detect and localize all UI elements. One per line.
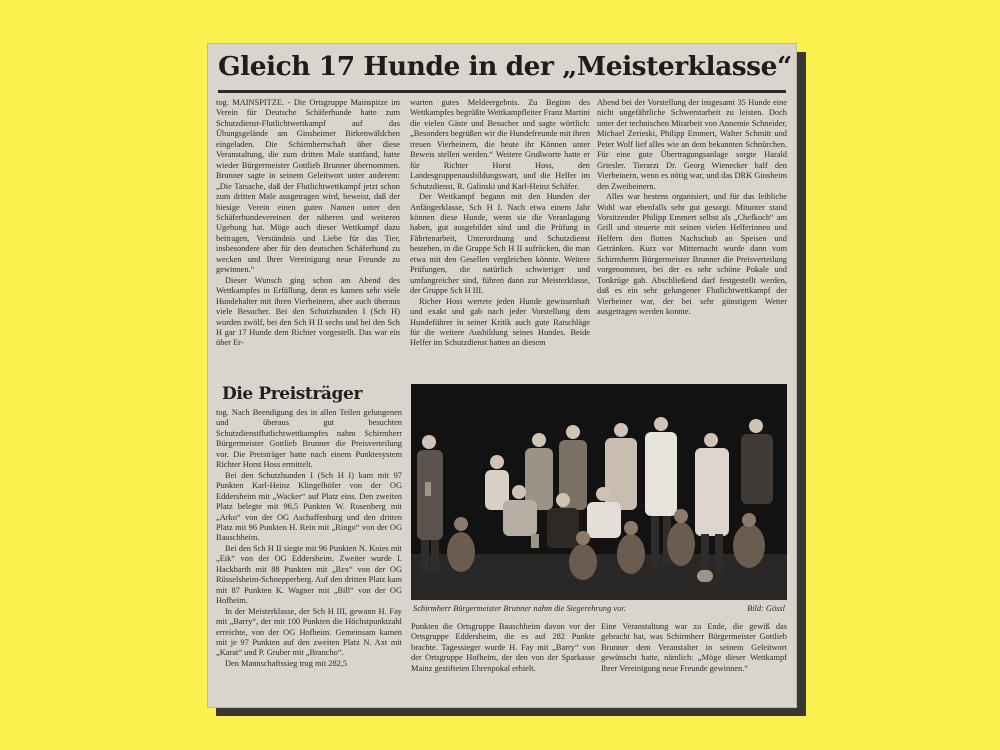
paragraph: Dieser Wunsch ging schon am Abend des Wettkampfes in Erfüllung, denn es kamen sehr viele Hundehalter mit ihren Vierbeinern, aber auch überaus viele Besucher. Bei den Schutzhunden I (Sch H) wurden zwölf, bei den Sch H II sechs und bei den Sch H gar 17 Hunde dem Richter vorgestellt. Das war ein über Er- (216, 275, 400, 348)
column-6 (601, 622, 787, 702)
subheading: Die Preisträger (222, 384, 363, 404)
paragraph: Eine Veranstaltung war zu Ende, die gewiß das gebracht hat, was Schirmherr Bürgermeister Gottlieb Brunner dem Veranstalter in seinem Geleitwort gewünscht hatte, nämlich: „Möge dieser Wettkampf Ihrer Vereinigung neue Freunde gewinnen.“ (601, 622, 787, 673)
column-4 (216, 408, 402, 700)
paragraph: In der Meisterklasse, der Sch H III, gewann H. Fay mit „Barry“, der mit 100 Punkten die Höchstpunktzahl erreichte, von der OG Hofheim. Gemeinsam kamen mit je 97 Punkten auf den zweiten Platz N. Axt mit „Karat“ und P. Gruber mit „Brancho“. (216, 606, 402, 658)
column-3 (597, 98, 787, 378)
paragraph: Alles war bestens organisiert, und für das leibliche Wohl war ebenfalls sehr gut gesorgt. Mitunter stand Vorsitzender Philipp Emmert selbst als „Chefkoch“ am Grill und steuerte mit seinen vielen Helferinnen und Helfern den flotten Nachschub an Speisen und Getränken. Kurz vor Mitternacht wurde dann vom Schirmherrn Bürgermeister Brunner die Preisverteilung vorgenommen, bei der es sehr schöne Pokale und Tonkrüge gab. Abschließend darf festgestellt werden, daß es ein sehr gelungener Flutlichtwettkampf der Vierbeiner war, der bei sehr günstigem Wetter ausgetragen werden konnte. (597, 192, 787, 317)
paragraph: Abend bei der Vorstellung der insgesamt 35 Hunde eine nicht ungefährliche Schwerstarbeit zu leisten. Doch unter der technischen Mitarbeit von Annemie Schneider, Michael Zerieski, Philipp Emmert, Walter Schmitt und Peter Wolf lief alles wie an dem bekannten Schnürchen. Für eine gute Übertragungsanlage sorgte Harald Griesler. Tierarzt Dr. Georg Wienecker half den Vierbeinern, wenn es nötig war, und das DRK Ginsheim den Zweibeinern. (597, 98, 787, 191)
paragraph: Der Wettkampf begann mit den Hunden der Anfängerklasse, Sch H I. Nach etwa einem Jahr können diese Hunde, wenn sie die Veranlagung haben, gut ausgebildet sind und die Prüfung in Fährtenarbeit, Unterordnung und Schutzdienst bestehen, in die Gruppe Sch H II aufrücken, die man etwa mit den Gesellen vergleichen könnte. Weitere Prüfungen, die natürlich schwieriger und umfangreicher sind, führen dann zur Meisterklasse, der Gruppe Sch H III. (410, 192, 590, 296)
paragraph: Richer Hoss wertete jeden Hunde gewissenhaft und exakt und gab nach jeder Vorstellung dem Hundeführer in seiner Kritik auch gute Ratschläge für die weitere Ausbildung seines Hundes. Beide Helfer im Schutzdienst hatten an diesem (410, 296, 590, 348)
column-5 (411, 622, 595, 702)
photo-credit: Bild: Gössl (747, 604, 785, 613)
column-1 (216, 98, 400, 378)
paragraph: Bei den Schutzhunden I (Sch H I) kam mit 97 Punkten Karl-Heinz Klingelhöfer von der OG Eddersheim mit „Wacker“ auf Platz eins. Den zweiten Platz belegte mit 96,5 Punkten W. Rosenberg mit „Arko“ von der OG Aschaffenburg und den dritten Platz mit 96 Punkten H. Rein mit „Ringo“ von der OG Bauschheim. (216, 470, 402, 543)
paragraph: Punkten die Ortsgruppe Bauschheim davon vor der Ortsgruppe Eddersheim, die es auf 282 Punkte brachte. Tagessieger wurde H. Fay mit „Barry“ von der Ortsgruppe Hofheim, der den von der Sparkasse Mainz gestifteten Ehrenpokal erhielt. (411, 622, 595, 673)
caption-text: Schirmherr Bürgermeister Brunner nahm die Siegerehrung vor. (413, 604, 626, 613)
photo-caption (413, 604, 785, 614)
paragraph: warten gutes Meldeergebnis. Zu Beginn des Wettkampfes begrüßte Wettkampfleiter Franz Martini die vielen Gäste und Besucher und sagte wörtlich: „Besonders begrüßen wir die Hundefreunde mit ihren treuen Vierbeinern, die heute ihr Können unter Beweis stellen werden.“ Weitere Grußworte hatte er für Richter Horst Hoss, den Landesgruppenausbildungswart, und die Helfer im Schutzdienst, R. Galinski und Karl-Heinz Schäfer. (410, 98, 590, 191)
headline: Gleich 17 Hunde in der „Meisterklasse“ (218, 51, 792, 82)
paragraph: tog. Nach Beendigung des in allen Teilen gelungenen und überaus gut besuchten Schutzdienstflutlichtwettkampfes nahm Schirmherr Bürgermeister Gottlieb Brunner die Preisverteilung vor. Die Preisträger hatte nach einem Punktesystem Richter Horst Hoss ermittelt. (216, 408, 402, 470)
group-photo (411, 384, 787, 600)
paragraph: Den Mannschaftssieg trug mit 282,5 (225, 658, 348, 668)
paragraph: Bei den Sch H II siegte mit 96 Punkten N. Knies mit „Eik“ von der OG Eddersheim. Zweiter wurde I. Hackbarth mit 88 Punkten mit „Rex“ von der OG Rüsselsheim-Schnepperberg. Auf den dritten Platz kam mit 87 Punkten K. Wagner mit „Bill“ von der OG Hofheim. (216, 543, 402, 606)
paragraph: tog. MAINSPITZE. - Die Ortsgruppe Mainspitze im Verein für Deutsche Schäferhunde hatte zum Schutzdienst-Flutlichtwettkampf auf das Übungsgelände am Ginsheimer Birkenwäldchen eingeladen. Die Schirmherrschaft über diese Veranstaltung, die zum dritten Male stattfand, hatte wieder Bürgermeister Gottlieb Brunner übernommen. Brunner sagte in seinem Geleitwort unter anderem: „Die Tatsache, daß der Flutlichtwettkampf jetzt schon zum dritten Male ausgetragen wird, beweist, daß der hiesige Verein einen guten Namen unter den Schäferhundevereinen der näheren und weiteren Ugebung hat. Möge auch dieser Wettkampf dazu beitragen, Verständnis und Liebe für das Tier, insbesondere aber für den deutschen Schäferhund zu wecken und Ihrer Vereinigung neue Freunde zu gewinnen.“ (216, 98, 400, 275)
column-2 (410, 98, 590, 378)
photo-illustration (411, 384, 787, 600)
headline-rule (218, 90, 786, 93)
newspaper-clipping (207, 43, 797, 708)
